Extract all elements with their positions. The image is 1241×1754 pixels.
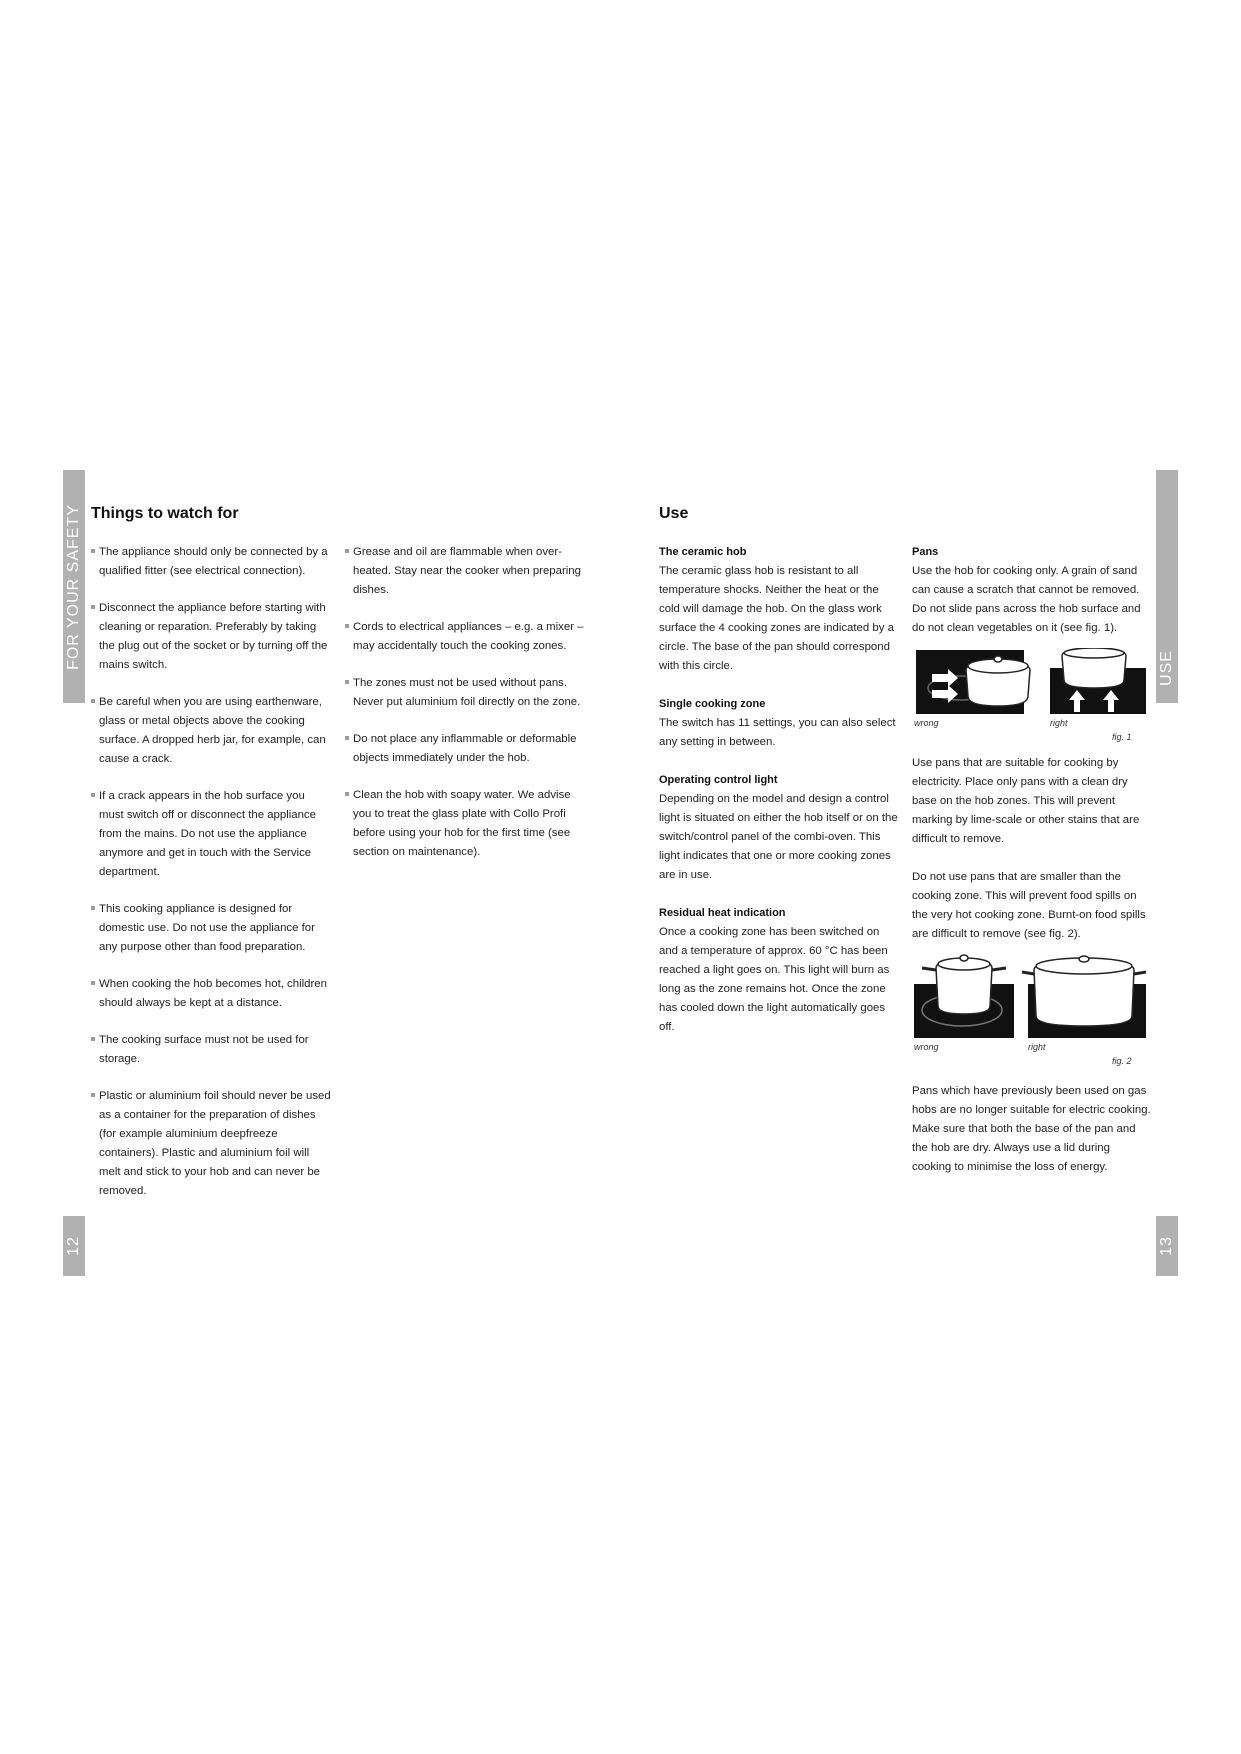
page-number-tab-right [1156, 1216, 1178, 1276]
use-section-text: The ceramic glass hob is resistant to all temperature shocks. Neither the heat or the cold will damage the hob. On the glass work surface the 4 cooking zones are indicated by a circle. The base of the pan should correspond with this circle. [659, 565, 894, 672]
safety-bullet [345, 618, 590, 656]
fig2-labels [912, 1038, 1148, 1052]
bullet-text: Clean the hob with soapy water. We advise you to treat the glass plate with Collo Profi before using your hob for the first time (see section on maintenance). [353, 789, 571, 858]
page-number-tab-left [63, 1216, 85, 1276]
fig1-labels [912, 714, 1148, 728]
side-tab-for-your-safety [63, 470, 85, 703]
bullet-square-icon [91, 981, 95, 985]
pans-intro: Use the hob for cooking only. A grain of sand can cause a scratch that cannot be removed. Do not slide pans across the hob surface and do not clean vegetables on it (see fig. 1). [912, 565, 1141, 634]
right-page-title: Use [659, 505, 689, 522]
bullet-square-icon [345, 680, 349, 684]
fig2-illustration [912, 954, 1148, 1038]
use-section [659, 771, 899, 885]
side-tab-use [1156, 470, 1178, 703]
fig1-caption: fig. 1 [1112, 732, 1132, 742]
safety-bullet [345, 786, 590, 862]
use-section-text: Depending on the model and design a control light is situated on either the hob itself or on the switch/control panel of the combi-oven. This light indicates that one or more cooking zones are in use. [659, 793, 898, 881]
bullet-text: The cooking surface must not be used for storage. [99, 1034, 309, 1065]
use-section-text: Once a cooking zone has been switched on and a temperature of approx. 60 °C has been reached a light goes on. This light will burn as long as the zone remains hot. Once the zone has cooled down the light automatically goes off. [659, 926, 890, 1033]
safety-column-1 [91, 543, 331, 1219]
bullet-text: If a crack appears in the hob surface you must switch off or disconnect the appliance from the mains. Do not use the appliance anymore and get in touch with the Service department. [99, 790, 316, 878]
use-column-3 [659, 543, 899, 1056]
bullet-text: The zones must not be used without pans. Never put aluminium foil directly on the zone. [353, 677, 581, 708]
pans-para-3: Do not use pans that are smaller than the cooking zone. This will prevent food spills on the very hot cooking zone. Burnt-on food spills are difficult to remove (see fig. 2). [912, 871, 1146, 940]
bullet-square-icon [91, 1037, 95, 1041]
bullet-square-icon [345, 736, 349, 740]
bullet-square-icon [345, 624, 349, 628]
fig2-label-wrong: wrong [914, 1042, 939, 1052]
bullet-text: This cooking appliance is designed for domestic use. Do not use the appliance for any purpose other than food preparation. [99, 903, 315, 953]
bullet-square-icon [91, 699, 95, 703]
safety-bullet [91, 1087, 331, 1201]
bullet-text: Cords to electrical appliances – e.g. a mixer – may accidentally touch the cooking zones. [353, 621, 584, 652]
bullet-text: The appliance should only be connected by a qualified fitter (see electrical connection). [99, 546, 328, 577]
figure-2 [912, 954, 1148, 1066]
use-section [659, 543, 899, 676]
use-column-4 [912, 543, 1152, 1196]
bullet-square-icon [91, 906, 95, 910]
fig1-label-right: right [1050, 718, 1068, 728]
use-section-heading: Residual heat indication [659, 907, 786, 919]
use-section [659, 904, 899, 1037]
fig1-caption-row [912, 728, 1148, 742]
pans-heading: Pans [912, 546, 939, 558]
pans-para-4: Pans which have previously been used on gas hobs are no longer suitable for electric cooking. Make sure that both the base of the pan and the hob are dry. Always use a lid during cooking to minimise the loss of energy. [912, 1085, 1151, 1173]
fig2-label-right: right [1028, 1042, 1046, 1052]
safety-bullet [91, 787, 331, 882]
safety-bullet [91, 543, 331, 581]
bullet-text: When cooking the hob becomes hot, children should always be kept at a distance. [99, 978, 327, 1009]
pans-section [912, 543, 1152, 638]
side-tab-label: USE [1158, 650, 1175, 686]
safety-column-2 [345, 543, 590, 880]
safety-bullet [345, 674, 590, 712]
bullet-square-icon [91, 549, 95, 553]
use-section [659, 695, 899, 752]
fig2-caption-row [912, 1052, 1148, 1066]
use-section-heading: Single cooking zone [659, 698, 766, 710]
safety-bullet [345, 543, 590, 600]
use-section-text: The switch has 11 settings, you can also select any setting in between. [659, 717, 896, 748]
fig2-caption: fig. 2 [1112, 1056, 1132, 1066]
bullet-square-icon [91, 605, 95, 609]
page-number: 12 [65, 1236, 82, 1256]
safety-bullet [91, 1031, 331, 1069]
bullet-text: Plastic or aluminium foil should never be used as a container for the preparation of dishes (for example aluminium deepfreeze containers). Plastic and aluminium foil will melt and stick to your hob and can never be removed. [99, 1090, 331, 1197]
bullet-text: Be careful when you are using earthenware, glass or metal objects above the cooking surface. A dropped herb jar, for example, can cause a crack. [99, 696, 326, 765]
bullet-text: Do not place any inflammable or deformable objects immediately under the hob. [353, 733, 577, 764]
bullet-square-icon [345, 549, 349, 553]
bullet-square-icon [345, 792, 349, 796]
side-tab-label: FOR YOUR SAFETY [65, 503, 82, 670]
bullet-square-icon [91, 1093, 95, 1097]
safety-bullet [91, 599, 331, 675]
use-section-heading: Operating control light [659, 774, 778, 786]
safety-bullet [91, 900, 331, 957]
left-page-title: Things to watch for [91, 505, 239, 522]
use-section-heading: The ceramic hob [659, 546, 747, 558]
safety-bullet [345, 730, 590, 768]
safety-bullet [91, 693, 331, 769]
fig1-label-wrong: wrong [914, 718, 939, 728]
bullet-text: Disconnect the appliance before starting with cleaning or reparation. Preferably by taking the plug out of the socket or by turning off the mains switch. [99, 602, 328, 671]
bullet-text: Grease and oil are flammable when over-heated. Stay near the cooker when preparing dishes. [353, 546, 581, 596]
bullet-square-icon [91, 793, 95, 797]
page-number: 13 [1158, 1236, 1175, 1256]
safety-bullet [91, 975, 331, 1013]
pans-para-2: Use pans that are suitable for cooking by electricity. Place only pans with a clean dry base on the hob zones. This will prevent marking by lime-scale or other stains that are difficult to remove. [912, 757, 1140, 845]
figure-1 [912, 648, 1148, 742]
fig1-illustration [912, 648, 1148, 714]
